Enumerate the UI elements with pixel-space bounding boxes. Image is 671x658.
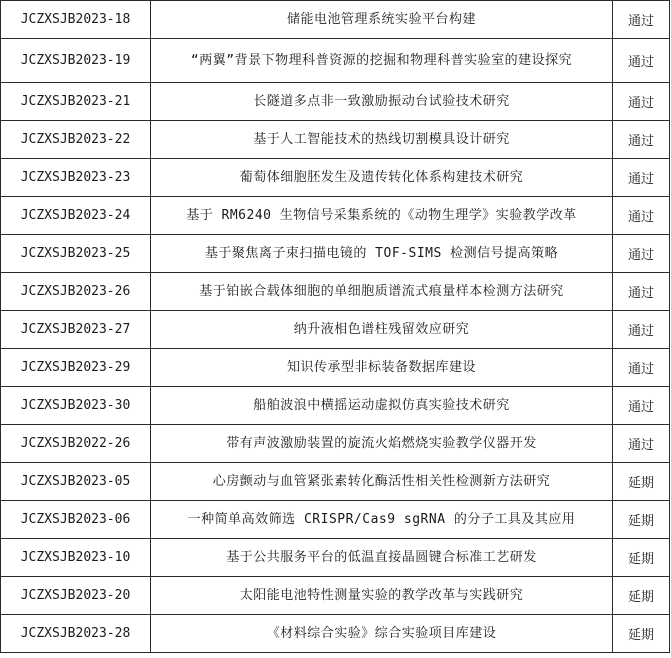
project-status: 延期 — [613, 615, 670, 653]
table-row — [1, 273, 670, 311]
project-code: JCZXSJB2022-26 — [1, 425, 151, 463]
project-status: 通过 — [613, 121, 670, 159]
table-row — [1, 501, 670, 539]
project-title: 心房颤动与血管紧张素转化酶活性相关性检测新方法研究 — [151, 463, 613, 501]
project-status: 通过 — [613, 235, 670, 273]
project-status: 通过 — [613, 387, 670, 425]
project-status: 通过 — [613, 273, 670, 311]
table-row — [1, 159, 670, 197]
project-code: JCZXSJB2023-18 — [1, 1, 151, 39]
project-status: 延期 — [613, 539, 670, 577]
project-title: 基于聚焦离子束扫描电镜的 TOF-SIMS 检测信号提高策略 — [151, 235, 613, 273]
project-code: JCZXSJB2023-24 — [1, 197, 151, 235]
project-code: JCZXSJB2023-22 — [1, 121, 151, 159]
project-code: JCZXSJB2023-25 — [1, 235, 151, 273]
project-title: 基于铂嵌合载体细胞的单细胞质谱流式痕量样本检测方法研究 — [151, 273, 613, 311]
project-code: JCZXSJB2023-23 — [1, 159, 151, 197]
table-row — [1, 1, 670, 39]
project-code: JCZXSJB2023-21 — [1, 83, 151, 121]
project-title: “两翼”背景下物理科普资源的挖掘和物理科普实验室的建设探究 — [151, 39, 613, 83]
table-row — [1, 39, 670, 83]
project-title: 太阳能电池特性测量实验的教学改革与实践研究 — [151, 577, 613, 615]
project-title: 葡萄体细胞胚发生及遗传转化体系构建技术研究 — [151, 159, 613, 197]
project-status: 延期 — [613, 463, 670, 501]
project-title: 一种简单高效筛选 CRISPR/Cas9 sgRNA 的分子工具及其应用 — [151, 501, 613, 539]
project-title: 《材料综合实验》综合实验项目库建设 — [151, 615, 613, 653]
table-row — [1, 539, 670, 577]
table-row — [1, 387, 670, 425]
project-code: JCZXSJB2023-26 — [1, 273, 151, 311]
project-status: 通过 — [613, 83, 670, 121]
project-title: 带有声波激励装置的旋流火焰燃烧实验教学仪器开发 — [151, 425, 613, 463]
project-status: 通过 — [613, 349, 670, 387]
table-row — [1, 349, 670, 387]
project-code: JCZXSJB2023-20 — [1, 577, 151, 615]
project-status: 通过 — [613, 159, 670, 197]
project-status: 延期 — [613, 577, 670, 615]
table-row — [1, 577, 670, 615]
project-title: 基于公共服务平台的低温直接晶圆键合标准工艺研发 — [151, 539, 613, 577]
table-row — [1, 235, 670, 273]
project-code: JCZXSJB2023-19 — [1, 39, 151, 83]
table-row — [1, 197, 670, 235]
project-code: JCZXSJB2023-28 — [1, 615, 151, 653]
project-status: 通过 — [613, 197, 670, 235]
table-row — [1, 425, 670, 463]
project-code: JCZXSJB2023-30 — [1, 387, 151, 425]
table-row — [1, 121, 670, 159]
project-title: 船舶波浪中横摇运动虚拟仿真实验技术研究 — [151, 387, 613, 425]
table-row — [1, 311, 670, 349]
project-code: JCZXSJB2023-29 — [1, 349, 151, 387]
project-status: 延期 — [613, 501, 670, 539]
table-row — [1, 83, 670, 121]
project-code: JCZXSJB2023-05 — [1, 463, 151, 501]
project-title: 基于 RM6240 生物信号采集系统的《动物生理学》实验教学改革 — [151, 197, 613, 235]
project-status: 通过 — [613, 39, 670, 83]
project-title: 纳升液相色谱柱残留效应研究 — [151, 311, 613, 349]
project-code: JCZXSJB2023-10 — [1, 539, 151, 577]
project-title: 储能电池管理系统实验平台构建 — [151, 1, 613, 39]
table-row — [1, 463, 670, 501]
project-code: JCZXSJB2023-06 — [1, 501, 151, 539]
table-row — [1, 615, 670, 653]
project-title: 长隧道多点非一致激励振动台试验技术研究 — [151, 83, 613, 121]
project-status: 通过 — [613, 425, 670, 463]
project-title: 基于人工智能技术的热线切割模具设计研究 — [151, 121, 613, 159]
project-status: 通过 — [613, 1, 670, 39]
project-status: 通过 — [613, 311, 670, 349]
project-code: JCZXSJB2023-27 — [1, 311, 151, 349]
project-title: 知识传承型非标装备数据库建设 — [151, 349, 613, 387]
